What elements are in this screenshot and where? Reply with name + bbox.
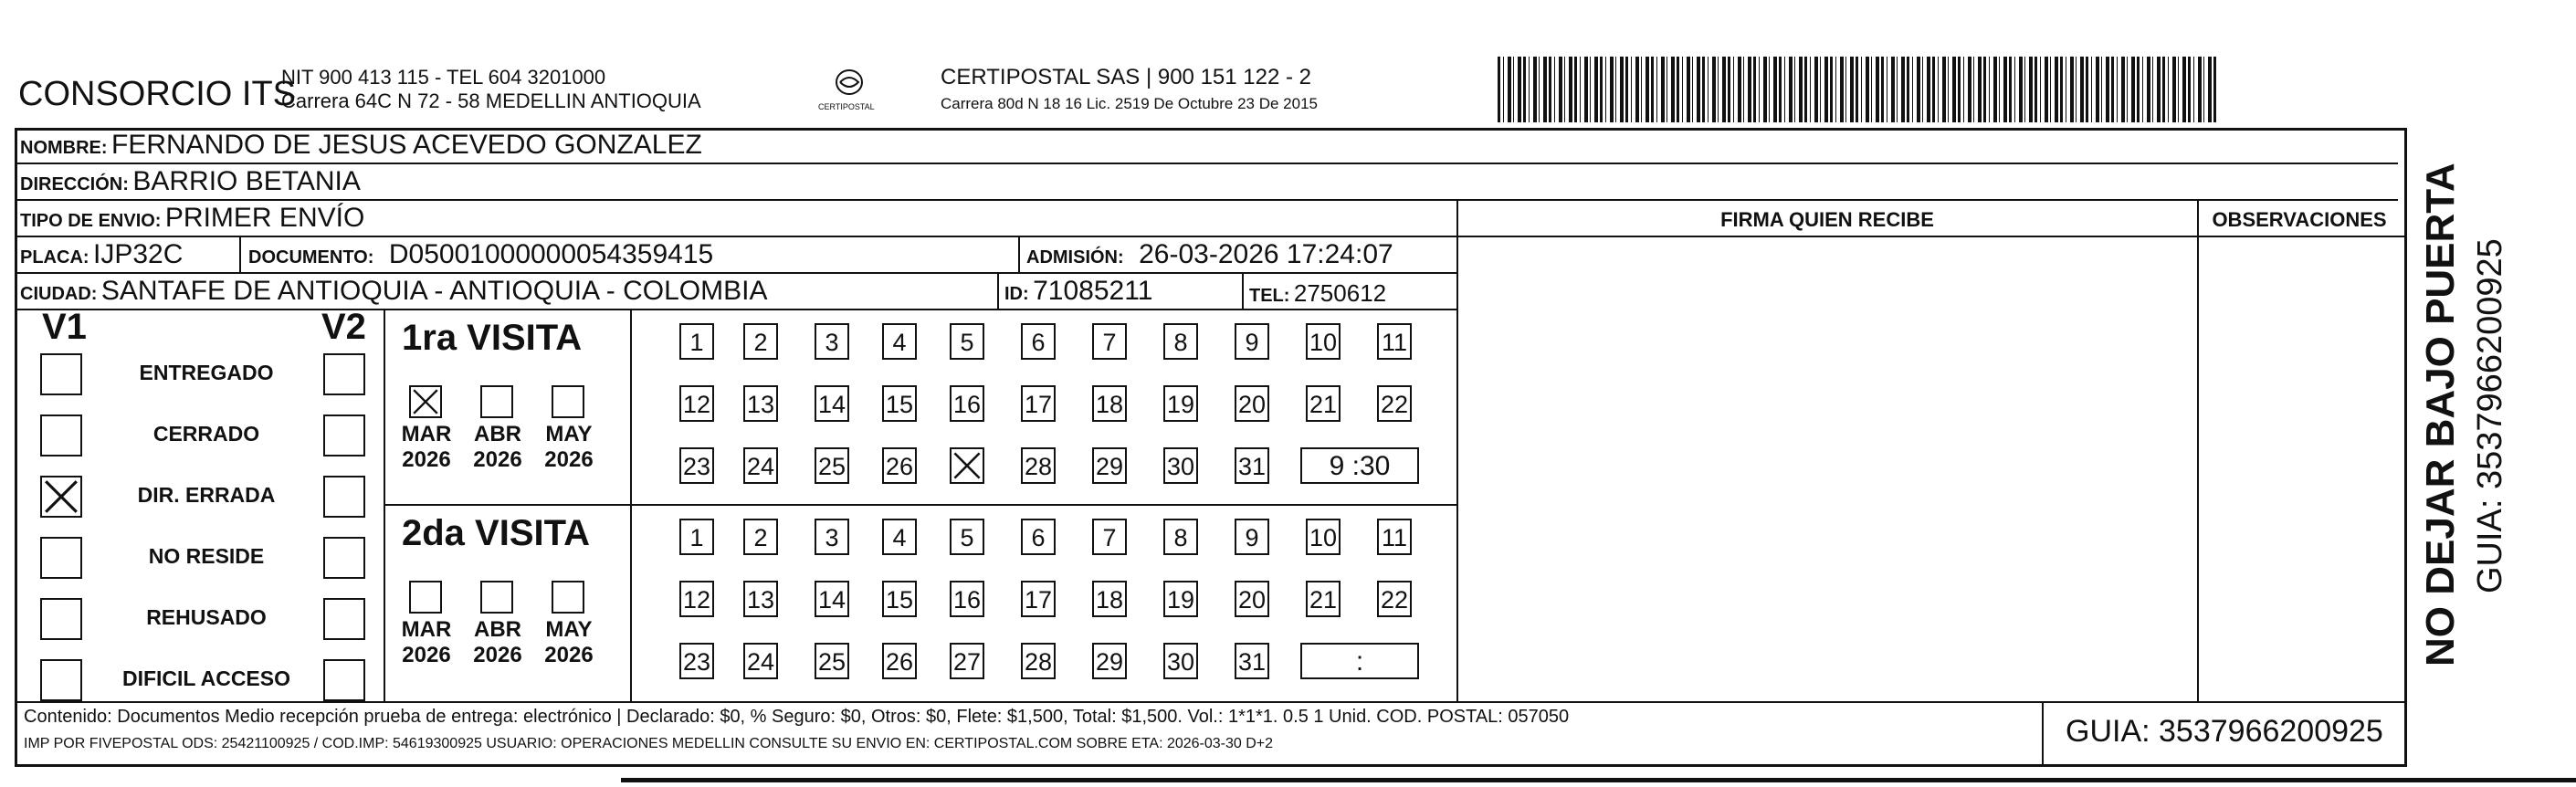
day-box[interactable]: 12 — [679, 581, 714, 617]
day-box[interactable]: 12 — [679, 385, 714, 422]
footer-guia: GUIA: 3537966200925 — [2066, 714, 2383, 749]
name-label: NOMBRE: — [20, 138, 108, 158]
v2-checkbox[interactable] — [323, 537, 365, 579]
side-guia: GUIA: 3537966200925 — [2471, 238, 2509, 593]
month-label: MAY — [545, 422, 593, 446]
plate-value: IJP32C — [93, 239, 184, 269]
month-label: MAR — [401, 422, 452, 446]
admission-value: 26-03-2026 17:24:07 — [1139, 239, 1393, 269]
v2-checkbox[interactable] — [323, 659, 365, 701]
plate-label: PLACA: — [20, 247, 89, 268]
content-line: Contenido: Documentos Medio recepción prueba de entrega: electrónico | Declarado: $0, % Seguro: $0, Otros: $0, Flete: $1,500, Total: $1,500. Vol.: 1*1*1. 0.5 1 Unid. COD. POSTAL: 057050 — [24, 707, 1570, 727]
carrier-name: CERTIPOSTAL SAS | 900 151 122 - 2 — [941, 65, 1311, 89]
status-option-label: CERRADO — [152, 422, 260, 446]
month-checkbox[interactable] — [480, 581, 513, 614]
month-checkbox[interactable] — [552, 581, 584, 614]
status-option-label: REHUSADO — [146, 605, 267, 629]
send-type-value: PRIMER ENVÍO — [164, 203, 365, 233]
v2-header: V2 — [321, 307, 366, 347]
day-box[interactable]: 10 — [1306, 519, 1341, 555]
year-label: 2026 — [473, 643, 522, 667]
visit-title: 2da VISITA — [402, 513, 590, 553]
carrier-address: Carrera 80d N 18 16 Lic. 2519 De Octubre 23 De 2015 — [941, 95, 1318, 112]
day-box[interactable]: 24 — [743, 447, 778, 484]
admission-row — [1026, 239, 1393, 270]
document-label: DOCUMENTO: — [248, 247, 374, 268]
address-value: BARRIO BETANIA — [132, 166, 361, 196]
year-label: 2026 — [473, 447, 522, 472]
day-box[interactable]: 20 — [1235, 581, 1269, 617]
day-box[interactable]: 17 — [1021, 385, 1056, 422]
name-value: FERNANDO DE JESUS ACEVEDO GONZALEZ — [111, 130, 702, 160]
day-box[interactable]: 4 — [882, 519, 917, 555]
day-box[interactable]: 6 — [1021, 323, 1056, 360]
day-box[interactable]: 14 — [815, 581, 849, 617]
day-box[interactable]: 3 — [815, 519, 849, 555]
day-box[interactable]: 10 — [1306, 323, 1341, 360]
day-box[interactable]: 7 — [1092, 323, 1127, 360]
id-row — [1004, 276, 1152, 307]
side-warning: NO DEJAR BAJO PUERTA — [2418, 163, 2463, 666]
month-label: MAR — [401, 617, 452, 642]
tel-label: TEL: — [1249, 286, 1290, 306]
day-box[interactable]: 21 — [1306, 581, 1341, 617]
month-year-label — [394, 422, 458, 473]
barcode — [1498, 57, 2219, 122]
day-box[interactable]: 16 — [950, 385, 984, 422]
day-box[interactable]: 25 — [815, 447, 849, 484]
month-label: MAY — [545, 617, 593, 642]
address-row — [20, 166, 361, 197]
day-box[interactable]: 26 — [882, 447, 917, 484]
day-box[interactable]: 22 — [1377, 581, 1412, 617]
month-year-label — [537, 617, 601, 668]
day-box[interactable]: 11 — [1377, 519, 1412, 555]
day-box[interactable]: 3 — [815, 323, 849, 360]
month-label: ABR — [474, 617, 521, 642]
year-label: 2026 — [544, 643, 594, 667]
year-label: 2026 — [544, 447, 594, 472]
day-box[interactable]: 5 — [950, 519, 984, 555]
day-box[interactable]: 18 — [1092, 581, 1127, 617]
month-year-label — [394, 617, 458, 668]
day-box[interactable]: 31 — [1235, 643, 1269, 679]
day-box[interactable]: 1 — [679, 323, 714, 360]
address-label: DIRECCIÓN: — [20, 174, 129, 194]
v2-checkbox[interactable] — [323, 598, 365, 640]
day-box[interactable]: 23 — [679, 447, 714, 484]
observations-header: OBSERVACIONES — [2212, 208, 2387, 231]
id-label: ID: — [1004, 284, 1029, 304]
day-box[interactable]: 23 — [679, 643, 714, 679]
day-box[interactable]: 14 — [815, 385, 849, 422]
day-box[interactable]: 27 — [950, 643, 984, 679]
month-checkbox[interactable] — [409, 581, 442, 614]
day-box[interactable]: 30 — [1163, 643, 1198, 679]
day-box[interactable]: 2 — [743, 519, 778, 555]
v2-checkbox[interactable] — [323, 414, 365, 456]
v2-checkbox[interactable] — [323, 476, 365, 518]
day-box[interactable]: 13 — [743, 385, 778, 422]
status-option-label: DIFICIL ACCESO — [121, 666, 290, 690]
day-box[interactable]: 4 — [882, 323, 917, 360]
day-box[interactable]: 8 — [1163, 323, 1198, 360]
company-nit: NIT 900 413 115 - TEL 604 3201000 — [281, 66, 606, 89]
day-box[interactable]: 24 — [743, 643, 778, 679]
day-box[interactable]: 26 — [882, 643, 917, 679]
day-box[interactable]: 16 — [950, 581, 984, 617]
year-label: 2026 — [402, 643, 451, 667]
time-box[interactable]: 9 :30 — [1300, 447, 1419, 484]
day-box[interactable]: 28 — [1021, 643, 1056, 679]
company-address: Carrera 64C N 72 - 58 MEDELLIN ANTIOQUIA — [281, 89, 701, 112]
day-box[interactable]: 15 — [882, 385, 917, 422]
city-value: SANTAFE DE ANTIOQUIA - ANTIOQUIA - COLOMBIA — [100, 276, 768, 306]
v2-checkbox[interactable] — [323, 353, 365, 395]
month-year-label — [466, 617, 530, 668]
day-box[interactable]: 15 — [882, 581, 917, 617]
visit-title: 1ra VISITA — [402, 318, 583, 358]
status-option-label: ENTREGADO — [139, 361, 274, 384]
day-box[interactable]: 9 — [1235, 519, 1269, 555]
day-box[interactable] — [950, 447, 984, 484]
name-row — [20, 130, 702, 161]
month-checkbox[interactable] — [409, 385, 442, 418]
imp-line: IMP POR FIVEPOSTAL ODS: 25421100925 / COD.IMP: 54619300925 USUARIO: OPERACIONES MEDELLIN CONSULTE SU ENVIO EN: CERTIPOSTAL.COM SOBRE ETA: 2026-03-30 D+2 — [24, 736, 1274, 751]
day-box[interactable]: 11 — [1377, 323, 1412, 360]
status-option-label: NO RESIDE — [148, 544, 265, 568]
tel-value: 2750612 — [1293, 279, 1387, 307]
day-box[interactable]: 18 — [1092, 385, 1127, 422]
day-box[interactable]: 17 — [1021, 581, 1056, 617]
day-box[interactable]: 30 — [1163, 447, 1198, 484]
day-box[interactable]: 20 — [1235, 385, 1269, 422]
month-year-label — [466, 422, 530, 473]
send-type-label: TIPO DE ENVIO: — [20, 211, 162, 231]
day-box[interactable]: 28 — [1021, 447, 1056, 484]
document-row — [248, 239, 713, 270]
year-label: 2026 — [402, 447, 451, 472]
tel-row — [1249, 279, 1386, 308]
day-box[interactable]: 29 — [1092, 643, 1127, 679]
document-value: D05001000000054359415 — [388, 239, 714, 269]
day-box[interactable]: 7 — [1092, 519, 1127, 555]
month-year-label — [537, 422, 601, 473]
company-name: CONSORCIO ITS — [18, 75, 297, 113]
day-box[interactable]: 9 — [1235, 323, 1269, 360]
day-box[interactable]: 6 — [1021, 519, 1056, 555]
day-box[interactable]: 13 — [743, 581, 778, 617]
day-box[interactable]: 19 — [1163, 581, 1198, 617]
logo-text: CERTIPOSTAL — [818, 102, 875, 111]
day-box[interactable]: 8 — [1163, 519, 1198, 555]
plate-row — [20, 239, 183, 270]
month-checkbox[interactable] — [552, 385, 584, 418]
v1-header: V1 — [42, 307, 87, 347]
city-label: CIUDAD: — [20, 284, 98, 304]
admission-label: ADMISIÓN: — [1026, 247, 1124, 268]
month-checkbox[interactable] — [480, 385, 513, 418]
status-option-label: DIR. ERRADA — [137, 483, 276, 507]
signature-header: FIRMA QUIEN RECIBE — [1720, 208, 1934, 231]
send-type-row — [20, 203, 364, 234]
time-box[interactable]: : — [1300, 643, 1419, 679]
day-box[interactable]: 29 — [1092, 447, 1127, 484]
day-box[interactable]: 5 — [950, 323, 984, 360]
day-box[interactable]: 1 — [679, 519, 714, 555]
day-box[interactable]: 2 — [743, 323, 778, 360]
certipostal-logo-icon — [813, 64, 886, 119]
day-box[interactable]: 19 — [1163, 385, 1198, 422]
day-box[interactable]: 25 — [815, 643, 849, 679]
id-value: 71085211 — [1033, 276, 1153, 306]
day-box[interactable]: 21 — [1306, 385, 1341, 422]
day-box[interactable]: 31 — [1235, 447, 1269, 484]
day-box[interactable]: 22 — [1377, 385, 1412, 422]
month-label: ABR — [474, 422, 521, 446]
bottom-rule — [621, 778, 2576, 782]
city-row — [20, 276, 767, 307]
